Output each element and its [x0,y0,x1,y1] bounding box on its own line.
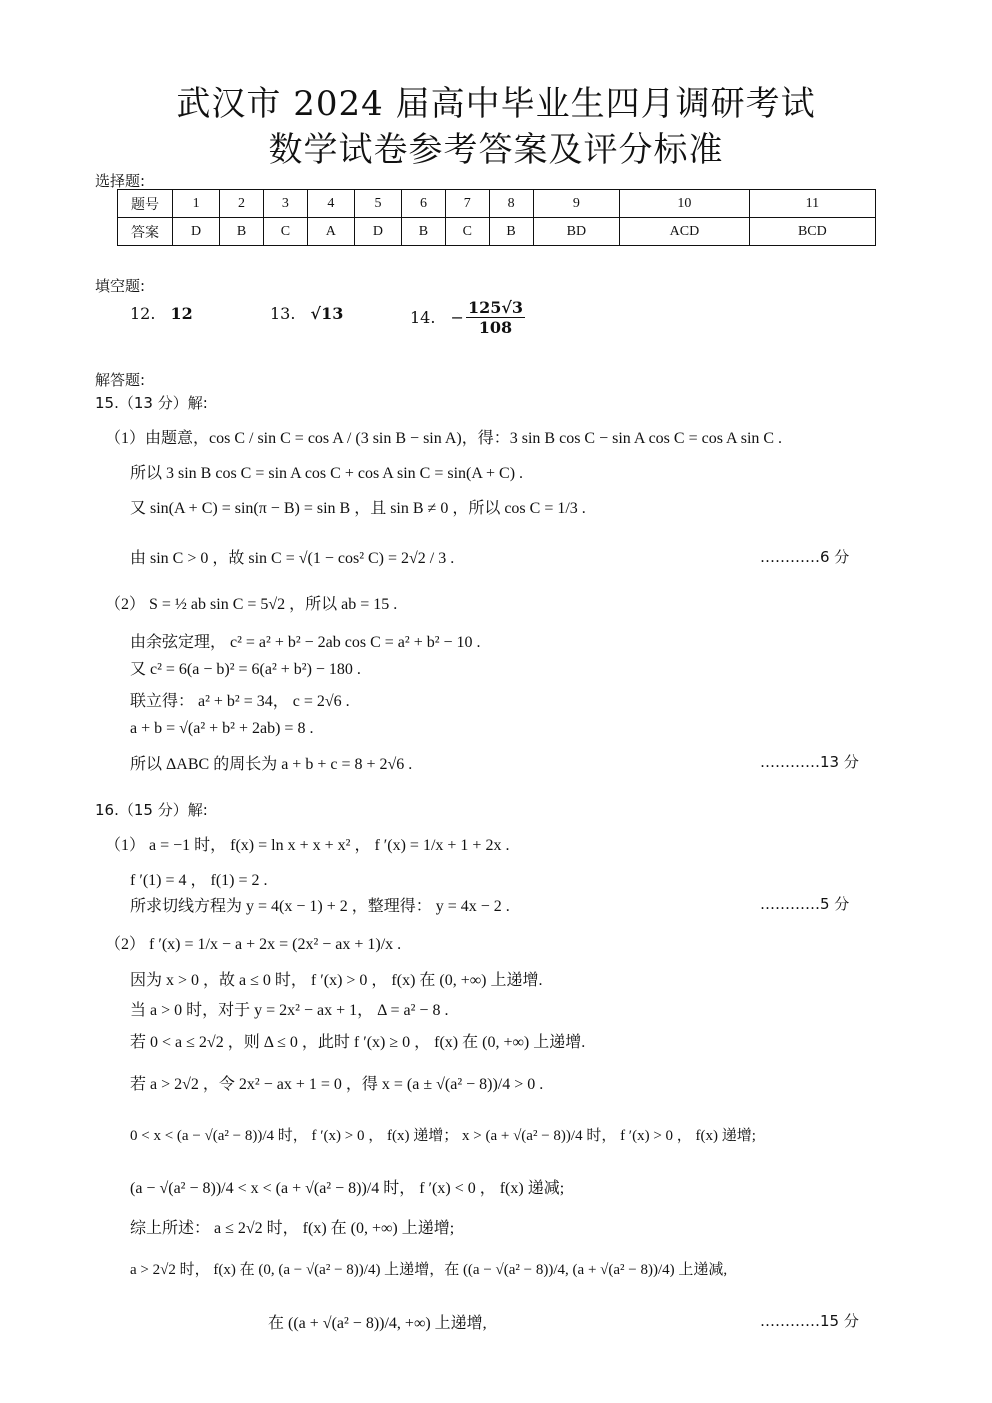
p16-line-12: a > 2√2 时， f(x) 在 (0, (a − √(a² − 8))/4) 上递增，在 ((a − √(a² − 8))/4, (a + √(a² − 8))/4) 上递减, [130,1262,728,1278]
p15-score-2: …………13 分 [760,753,859,771]
question-number: 2 [220,190,264,218]
header-question: 题号 [118,190,173,218]
fill-q14-sign: − [450,308,464,327]
fill-q14-fraction [466,298,525,337]
answer-cell: C [263,218,307,246]
p15-line-1: （1）由题意，cos C / sin C = cos A / (3 sin B − sin A)，得：3 sin B cos C − sin A cos C = cos A sin C . [105,430,783,447]
p16-line-9: 0 < x < (a − √(a² − 8))/4 时， f ′(x) > 0 ， f(x) 递增； x > (a + √(a² − 8))/4 时， f ′(x) > 0 ， f(x) 递增; [130,1128,756,1144]
question-number: 8 [489,190,533,218]
fill-section-label: 填空题: [95,277,146,295]
question-number: 4 [307,190,354,218]
p15-line-5: （2） S = ½ ab sin C = 5√2 ，所以 ab = 15 . [105,596,398,613]
answer-cell: BD [533,218,620,246]
title-line-2: 数学试卷参考答案及评分标准 [268,130,724,170]
answer-cell: B [402,218,446,246]
p15-line-7: 又 c² = 6(a − b)² = 6(a² + b²) − 180 . [130,661,361,678]
p15-line-3: 又 sin(A + C) = sin(π − B) = sin B ，且 sin B ≠ 0 ，所以 cos C = 1/3 . [130,500,586,517]
fill-q12 [130,304,193,323]
question-number: 6 [402,190,446,218]
p15-line-8: 联立得： a² + b² = 34， c = 2√6 . [130,693,350,710]
fill-q13-number: 13. [270,304,296,323]
fill-q12-answer: 12 [170,304,193,323]
p16-line-6: 当 a > 0 时，对于 y = 2x² − ax + 1， Δ = a² − 8 . [130,1002,449,1019]
answer-cell: BCD [749,218,875,246]
question-number: 3 [263,190,307,218]
p16-score-1: …………5 分 [760,895,850,913]
p15-line-4: 由 sin C > 0 ，故 sin C = √(1 − cos² C) = 2√2 / 3 . [130,550,455,567]
fill-q14-number: 14. [410,308,436,327]
p16-heading: 16.（15 分）解: [95,801,208,819]
question-number: 10 [620,190,750,218]
p16-line-8: 若 a > 2√2 ，令 2x² − ax + 1 = 0 ，得 x = (a ± √(a² − 8))/4 > 0 . [130,1076,544,1093]
p15-score-1: …………6 分 [760,548,850,566]
p15-line-9: a + b = √(a² + b² + 2ab) = 8 . [130,720,314,737]
fill-q14-denominator: 108 [478,318,513,337]
p16-line-13: 在 ((a + √(a² − 8))/4, +∞) 上递增, [268,1315,487,1332]
answer-cell: D [173,218,220,246]
question-number: 5 [354,190,401,218]
p15-line-6: 由余弦定理， c² = a² + b² − 2ab cos C = a² + b² − 10 . [130,634,481,651]
p16-line-3: 所求切线方程为 y = 4(x − 1) + 2 ，整理得： y = 4x − 2 . [130,898,510,915]
solve-section-label: 解答题: [95,371,146,389]
question-number: 7 [445,190,489,218]
answer-table [117,189,876,246]
fill-q12-number: 12. [130,304,156,323]
p16-line-7: 若 0 < a ≤ 2√2 ，则 Δ ≤ 0 ，此时 f ′(x) ≥ 0 ， f(x) 在 (0, +∞) 上递增. [130,1034,586,1051]
fill-q13-answer: √13 [310,304,344,323]
p15-heading: 15.（13 分）解: [95,394,208,412]
fill-q13 [270,304,343,323]
question-number: 11 [749,190,875,218]
question-number: 1 [173,190,220,218]
question-number: 9 [533,190,620,218]
p16-line-11: 综上所述： a ≤ 2√2 时， f(x) 在 (0, +∞) 上递增; [130,1220,455,1237]
answer-cell: B [220,218,264,246]
answer-cell: C [445,218,489,246]
answer-cell: D [354,218,401,246]
answer-cell: ACD [620,218,750,246]
p16-line-10: (a − √(a² − 8))/4 < x < (a + √(a² − 8))/4 时， f ′(x) < 0 ， f(x) 递减; [130,1180,565,1197]
answer-cell: B [489,218,533,246]
answer-cell: A [307,218,354,246]
p15-line-10: 所以 ΔABC 的周长为 a + b + c = 8 + 2√6 . [130,756,413,773]
p16-line-5: 因为 x > 0 ，故 a ≤ 0 时， f ′(x) > 0 ， f(x) 在 (0, +∞) 上递增. [130,972,543,989]
p16-line-1: （1） a = −1 时， f(x) = ln x + x + x² ， f ′(x) = 1/x + 1 + 2x . [105,837,510,854]
fill-q14-numerator: 125√3 [467,298,523,317]
p15-line-2: 所以 3 sin B cos C = sin A cos C + cos A sin C = sin(A + C) . [130,465,524,482]
title-line-1: 武汉市 2024 届高中毕业生四月调研考试 [176,84,816,124]
p16-line-2: f ′(1) = 4 ， f(1) = 2 . [130,872,268,889]
table-row-numbers [118,190,876,218]
table-row-answers [118,218,876,246]
p16-line-4: （2） f ′(x) = 1/x − a + 2x = (2x² − ax + 1)/x . [105,936,402,953]
mc-section-label: 选择题: [95,172,146,190]
header-answer: 答案 [118,218,173,246]
fill-q14 [410,298,527,337]
p16-score-2: …………15 分 [760,1312,859,1330]
